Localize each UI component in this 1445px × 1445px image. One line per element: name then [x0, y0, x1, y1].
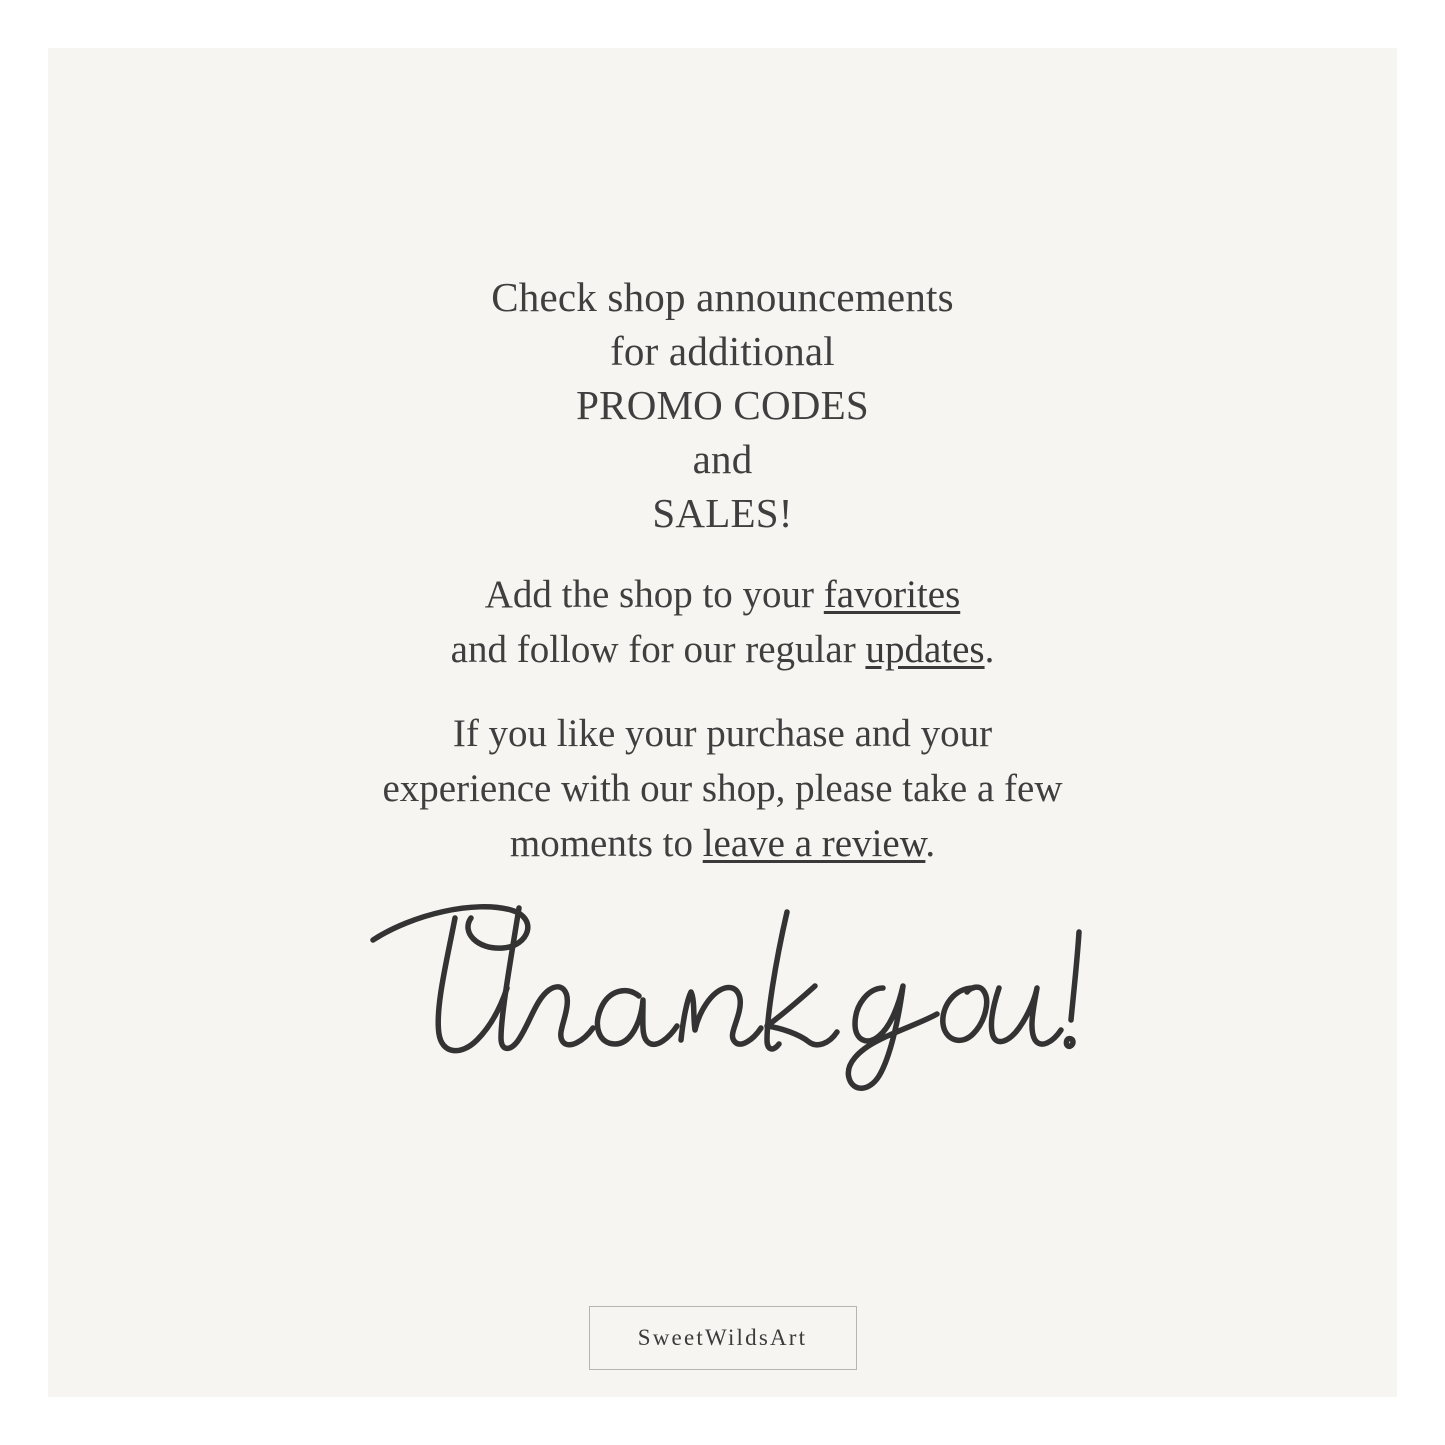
updates-text-before: and follow for our regular [450, 628, 866, 671]
review-text-after: . [925, 822, 936, 865]
promo-line-4: and [692, 436, 753, 482]
promo-line-5: SALES! [652, 490, 793, 536]
review-block [48, 706, 1397, 871]
shop-name-label: SweetWildsArt [637, 1325, 808, 1350]
favorites-link[interactable]: favorites [823, 573, 961, 616]
thank-you-script-text [48, 888, 1397, 1098]
updates-text-after: . [984, 628, 995, 671]
promo-line-1: Check shop announcements [491, 274, 954, 320]
review-line-3 [48, 816, 1397, 871]
promo-line-3: PROMO CODES [576, 382, 869, 428]
favorites-line-2 [48, 622, 1397, 677]
review-text-before: moments to [509, 822, 703, 865]
favorites-block [48, 567, 1397, 677]
updates-link[interactable]: updates [865, 628, 985, 671]
promo-line-2: for additional [610, 328, 835, 374]
leave-a-review-link[interactable]: leave a review [702, 822, 926, 865]
review-line-2: experience with our shop, please take a few [382, 767, 1063, 810]
favorites-text-before: Add the shop to your [484, 573, 824, 616]
favorites-line-1 [48, 567, 1397, 622]
announcement-card [48, 48, 1397, 1397]
promo-announcement-block [48, 270, 1397, 540]
review-line-1: If you like your purchase and your [452, 712, 993, 755]
shop-logo-badge[interactable] [589, 1306, 857, 1370]
